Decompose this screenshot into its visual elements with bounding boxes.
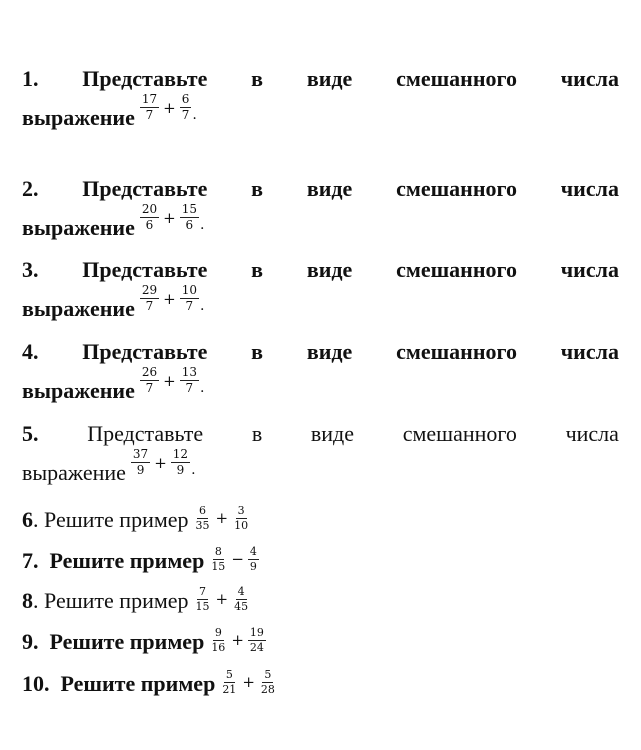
task-word: Представьте <box>82 257 208 282</box>
task-word: числа <box>560 176 619 201</box>
task-2-line-1 <box>22 176 619 202</box>
fraction <box>139 93 160 122</box>
operator: + <box>154 453 167 472</box>
numerator: 20 <box>141 202 158 216</box>
numerator: 19 <box>249 625 264 639</box>
numerator: 6 <box>199 503 207 517</box>
task-word: в <box>251 66 264 91</box>
task-8 <box>22 583 619 619</box>
math-expression <box>208 627 267 654</box>
denominator: 24 <box>249 640 264 654</box>
math-expression <box>193 586 252 613</box>
denominator: 10 <box>234 518 249 532</box>
numerator: 17 <box>141 92 158 106</box>
math-expression <box>139 203 205 232</box>
denominator: 45 <box>234 599 249 613</box>
math-expression <box>208 546 260 573</box>
fraction <box>139 284 160 313</box>
math-expression <box>139 93 197 122</box>
numerator: 37 <box>132 447 149 461</box>
task-number: 2. <box>22 176 39 201</box>
fraction <box>130 448 151 477</box>
task-3-line-2 <box>22 283 619 323</box>
fraction <box>231 586 251 613</box>
task-2 <box>22 176 619 242</box>
numerator: 6 <box>181 92 190 106</box>
task-word: выражение <box>22 460 126 485</box>
fraction <box>139 366 160 395</box>
fraction <box>231 505 251 532</box>
operator: + <box>215 590 229 608</box>
task-word: Представьте <box>82 66 208 91</box>
denominator: 28 <box>260 682 275 696</box>
task-number: 5. <box>22 421 39 446</box>
denominator: 7 <box>145 108 154 122</box>
fraction <box>193 586 213 613</box>
task-5-line-2 <box>22 447 619 487</box>
math-expression <box>139 284 205 313</box>
numerator: 15 <box>181 202 197 216</box>
period: . <box>191 462 196 478</box>
task-10 <box>22 666 619 702</box>
task-word: числа <box>560 339 619 364</box>
task-word: смешанного <box>396 66 517 91</box>
period: . <box>199 298 205 314</box>
numerator: 29 <box>141 283 158 297</box>
task-text: Решите пример <box>60 671 216 696</box>
denominator: 16 <box>211 640 226 654</box>
math-expression <box>130 448 196 477</box>
task-word: Представьте <box>87 421 204 446</box>
task-number-separator: . <box>33 507 39 532</box>
task-word: Представьте <box>82 176 208 201</box>
numerator: 9 <box>214 625 222 639</box>
task-4-line-2 <box>22 365 619 405</box>
task-1-line-2 <box>22 92 619 132</box>
task-number: 7. <box>22 548 39 573</box>
fraction <box>258 669 278 696</box>
fraction <box>179 366 200 395</box>
fraction <box>193 505 213 532</box>
math-expression <box>139 366 205 395</box>
task-text: Решите пример <box>49 548 205 573</box>
task-word: выражение <box>22 105 135 130</box>
task-word: смешанного <box>396 176 517 201</box>
denominator: 7 <box>185 299 194 313</box>
period: . <box>199 380 205 396</box>
denominator: 7 <box>185 381 194 395</box>
operator: + <box>163 208 176 227</box>
task-number: 10. <box>22 671 50 696</box>
task-word: виде <box>306 339 353 364</box>
task-number: 1. <box>22 66 39 91</box>
task-2-line-2 <box>22 202 619 242</box>
task-text: Решите пример <box>44 588 189 613</box>
task-word: смешанного <box>396 257 517 282</box>
fraction <box>247 627 267 654</box>
fraction <box>179 93 193 122</box>
task-7 <box>22 543 619 579</box>
task-word: в <box>251 176 264 201</box>
denominator: 7 <box>181 108 190 122</box>
task-number: 3. <box>22 257 39 282</box>
denominator: 9 <box>176 463 185 477</box>
fraction <box>219 669 239 696</box>
numerator: 4 <box>237 584 245 598</box>
task-word: числа <box>560 257 619 282</box>
numerator: 8 <box>214 544 222 558</box>
task-text: Решите пример <box>49 629 205 654</box>
fraction <box>208 546 228 573</box>
operator: + <box>242 673 255 691</box>
numerator: 5 <box>225 667 233 681</box>
fraction <box>247 546 260 573</box>
period: . <box>192 107 197 123</box>
task-text: Решите пример <box>44 507 189 532</box>
operator: + <box>163 371 176 390</box>
task-1-line-1 <box>22 66 619 92</box>
fraction <box>208 627 228 654</box>
fraction <box>179 284 200 313</box>
task-number: 4. <box>22 339 39 364</box>
task-6 <box>22 502 619 538</box>
task-word: выражение <box>22 378 135 403</box>
task-5 <box>22 421 619 487</box>
numerator: 10 <box>181 283 197 297</box>
task-word: выражение <box>22 215 135 240</box>
task-9 <box>22 624 619 660</box>
numerator: 13 <box>181 365 197 379</box>
task-4-line-1 <box>22 339 619 365</box>
task-word: смешанного <box>402 421 517 446</box>
task-word: в <box>251 339 264 364</box>
period: . <box>199 217 205 233</box>
denominator: 7 <box>145 381 154 395</box>
operator: + <box>231 631 244 649</box>
task-word: виде <box>306 176 353 201</box>
denominator: 7 <box>145 299 154 313</box>
fraction <box>139 203 160 232</box>
task-number: 9. <box>22 629 39 654</box>
fraction <box>170 448 191 477</box>
task-word: в <box>251 257 264 282</box>
task-number: 8 <box>22 588 33 613</box>
numerator: 5 <box>264 667 272 681</box>
task-word: виде <box>306 257 353 282</box>
math-expression <box>219 669 278 696</box>
task-word: Представьте <box>82 339 208 364</box>
task-word: виде <box>306 66 353 91</box>
task-word: числа <box>560 66 619 91</box>
denominator: 9 <box>136 463 145 477</box>
operator: + <box>163 98 176 117</box>
numerator: 7 <box>199 584 207 598</box>
task-4 <box>22 339 619 405</box>
denominator: 6 <box>185 218 194 232</box>
operator: − <box>231 550 244 568</box>
numerator: 26 <box>141 365 158 379</box>
task-number: 6 <box>22 507 33 532</box>
denominator: 15 <box>195 599 210 613</box>
numerator: 3 <box>237 503 245 517</box>
task-3 <box>22 257 619 323</box>
task-word: выражение <box>22 296 135 321</box>
math-expression <box>193 505 252 532</box>
numerator: 4 <box>249 544 257 558</box>
task-word: в <box>251 421 263 446</box>
task-5-line-1 <box>22 421 619 447</box>
task-word: виде <box>310 421 355 446</box>
operator: + <box>215 509 229 527</box>
denominator: 9 <box>249 559 257 573</box>
task-word: числа <box>565 421 619 446</box>
operator: + <box>163 289 176 308</box>
task-1 <box>22 66 619 132</box>
denominator: 6 <box>145 218 154 232</box>
denominator: 35 <box>195 518 210 532</box>
task-3-line-1 <box>22 257 619 283</box>
denominator: 15 <box>211 559 226 573</box>
numerator: 12 <box>172 447 189 461</box>
task-number-separator: . <box>33 588 39 613</box>
denominator: 21 <box>222 682 237 696</box>
fraction <box>179 203 200 232</box>
task-word: смешанного <box>396 339 517 364</box>
